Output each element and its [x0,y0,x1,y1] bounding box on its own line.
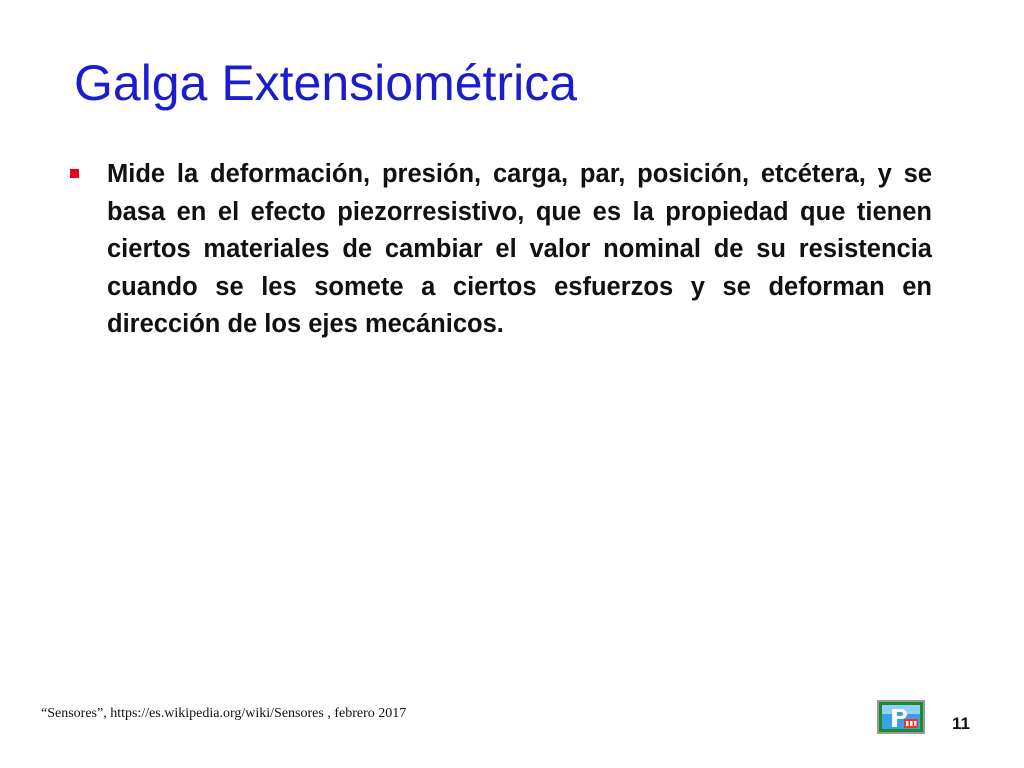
presentation-board-icon [877,700,925,734]
bullet-text: Mide la deformación, presión, carga, par, posición, etcétera, y se basa en el efecto piezorresistivo, que es la propiedad que tienen ciertos materiales de cambiar el valor nominal de su resistencia cuando se les somete a ciertos esfuerzos y se deforman en dirección de los ejes mecánicos. [107,160,932,339]
square-bullet-icon [70,169,79,178]
bullet-item [70,156,932,344]
page-number: 11 [952,714,970,733]
footer-reference: “Sensores”, https://es.wikipedia.org/wiki/Sensores , febrero 2017 [41,706,407,721]
slide-title: Galga Extensiométrica [74,55,578,111]
